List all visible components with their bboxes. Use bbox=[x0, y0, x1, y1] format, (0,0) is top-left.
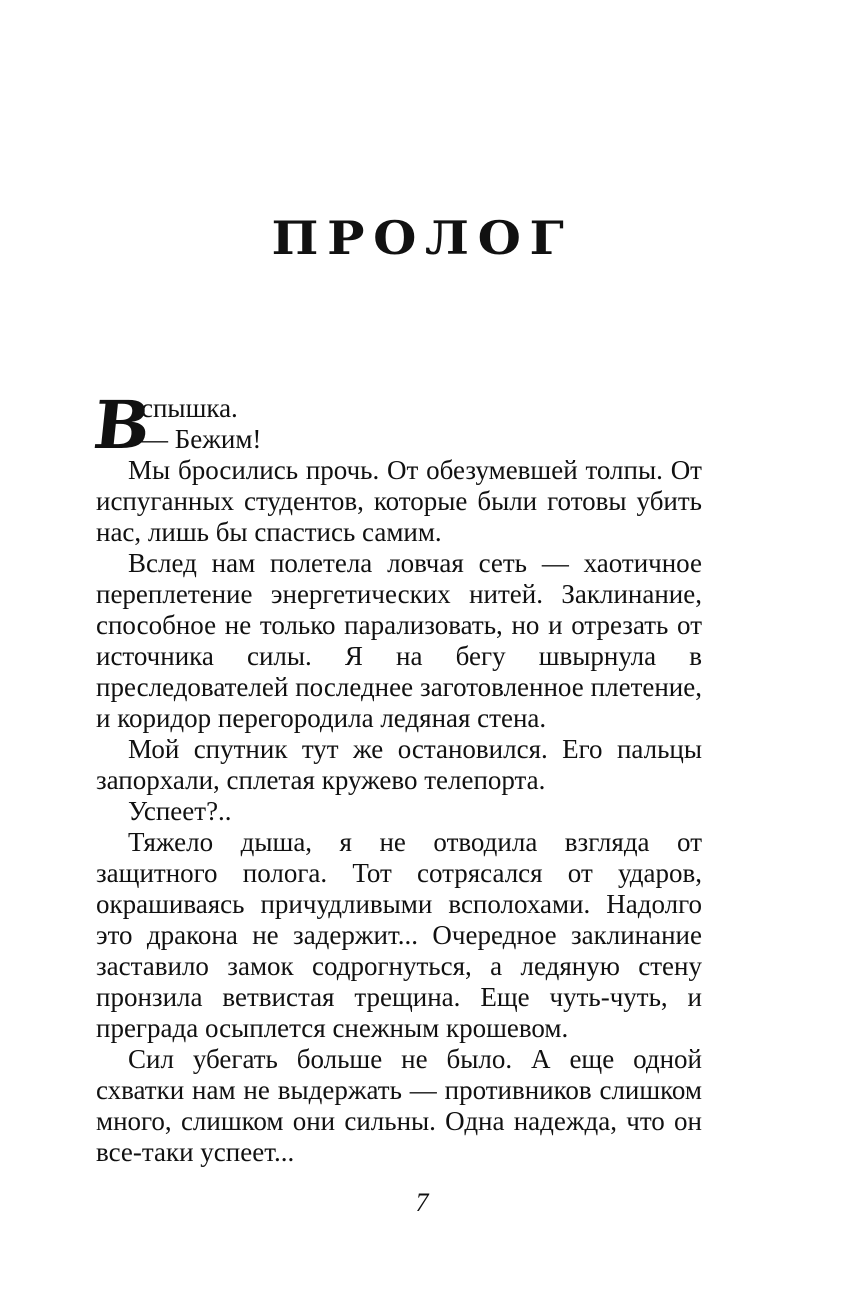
paragraph-1: Мы бросились прочь. От обезумевшей толпы. От испуганных студентов, которые были готовы убить нас, лишь бы спастись самим. bbox=[96, 455, 702, 547]
opening-line-2: — Бежим! bbox=[141, 424, 262, 454]
paragraph-5: Тяжело дыша, я не отводила взгляда от защитного полога. Тот сотрясался от ударов, окрашиваясь причудливыми всполохами. Надолго это дракона не задержит... Очередное заклинание заставило замок содрогнуться, а ледяную стену пронзила ветвистая трещина. Еще чуть-чуть, и преграда осыплется снежным крошевом. bbox=[96, 827, 702, 1043]
paragraph-3: Мой спутник тут же остановился. Его пальцы запорхали, сплетая кружево телепорта. bbox=[96, 734, 702, 795]
drop-cap: В bbox=[89, 386, 154, 464]
chapter-title: ПРОЛОГ bbox=[271, 211, 573, 265]
paragraph-6: Сил убегать больше не было. А еще одной схватки нам не выдержать — противников слишком много, слишком они сильны. Одна надежда, что он все-таки успеет... bbox=[96, 1044, 702, 1167]
page-number: 7 bbox=[415, 1188, 429, 1217]
paragraph-2: Вслед нам полетела ловчая сеть — хаотичное переплетение энергетических нитей. Заклинание, способное не только парализовать, но и отрезать от источника силы. Я на бегу швырнула в преследователей последнее заготовленное плетение, и коридор перегородила ледяная стена. bbox=[96, 548, 702, 733]
paragraph-4: Успеет?.. bbox=[128, 796, 232, 826]
opening-line-1: спышка. bbox=[141, 393, 238, 423]
body-text bbox=[89, 386, 702, 1168]
opening-paragraph bbox=[89, 386, 702, 464]
